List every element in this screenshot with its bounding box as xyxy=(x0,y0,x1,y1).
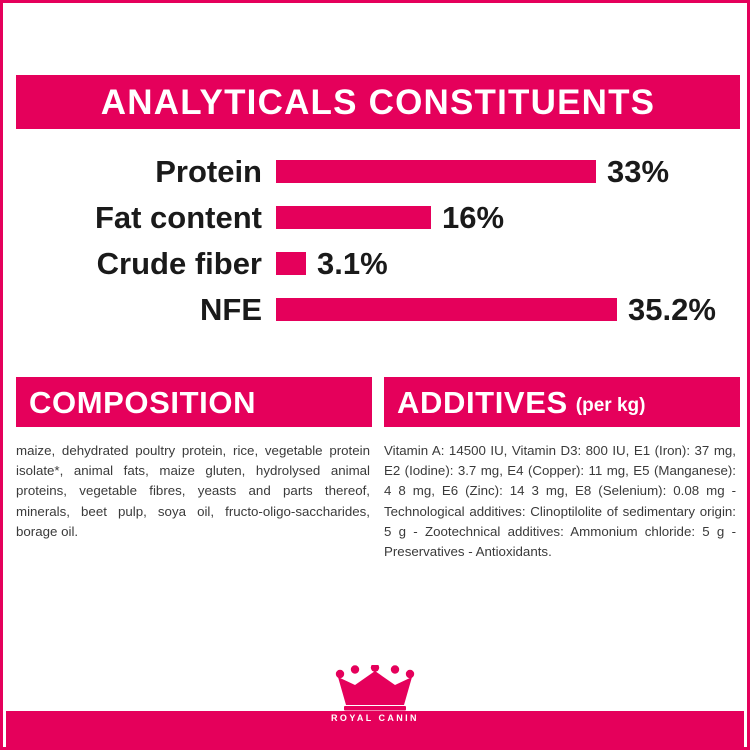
analyticals-title: ANALYTICALS CONSTITUENTS xyxy=(100,82,656,122)
bar-value: 3.1% xyxy=(317,245,388,281)
bar-fill xyxy=(276,252,306,275)
analyticals-header xyxy=(16,75,740,129)
bar-value: 33% xyxy=(607,153,670,189)
bar-label: Crude fiber xyxy=(96,245,262,281)
footer xyxy=(3,661,747,747)
additives-header xyxy=(384,377,740,427)
bar-label: Protein xyxy=(155,153,262,189)
bar-row xyxy=(16,194,740,240)
crown-icon xyxy=(332,665,418,711)
bar-row xyxy=(16,148,740,194)
bar-track xyxy=(276,194,740,240)
brand-logo xyxy=(315,665,435,737)
additives-title: ADDITIVES xyxy=(397,384,568,420)
bar-track xyxy=(276,240,740,286)
analyticals-bar-chart xyxy=(16,148,740,332)
composition-header xyxy=(16,377,372,427)
additives-subtitle: (per kg) xyxy=(575,394,646,416)
bar-track xyxy=(276,286,740,332)
bar-label: NFE xyxy=(200,291,262,327)
composition-title: COMPOSITION xyxy=(29,384,257,420)
bar-label: Fat content xyxy=(94,199,262,235)
bar-row xyxy=(16,286,740,332)
detail-panels xyxy=(16,377,740,562)
bar-fill xyxy=(276,298,617,321)
bar-row xyxy=(16,240,740,286)
bar-fill xyxy=(276,206,431,229)
bar-value: 35.2% xyxy=(628,291,716,327)
composition-text: maize, dehydrated poultry protein, rice, vegetable protein isolate*, animal fats, maize gluten, hydrolysed animal proteins, vegetable fibres, yeasts and parts thereof, minerals, beet pulp, soya oil, fructo-oligo-saccharides, borage oil. xyxy=(16,443,370,539)
composition-panel xyxy=(16,377,372,562)
brand-name: ROYAL CANIN xyxy=(331,713,419,723)
bar-fill xyxy=(276,160,596,183)
bar-track xyxy=(276,148,740,194)
bar-value: 16% xyxy=(442,199,505,235)
additives-panel xyxy=(384,377,740,562)
additives-text: Vitamin A: 14500 IU, Vitamin D3: 800 IU, E1 (Iron): 37 mg, E2 (Iodine): 3.7 mg, E4 (Copper): 11 mg, E5 (Manganese): 4 8 mg, E6 (Zinc): 14 3 mg, E8 (Selenium): 0.08 mg -Technological additives: Clinoptilolite of sedimentary origin: 5 g - Zootechnical additives: Ammonium chloride: 5 g - Preservatives - Antioxidants. xyxy=(384,443,736,560)
